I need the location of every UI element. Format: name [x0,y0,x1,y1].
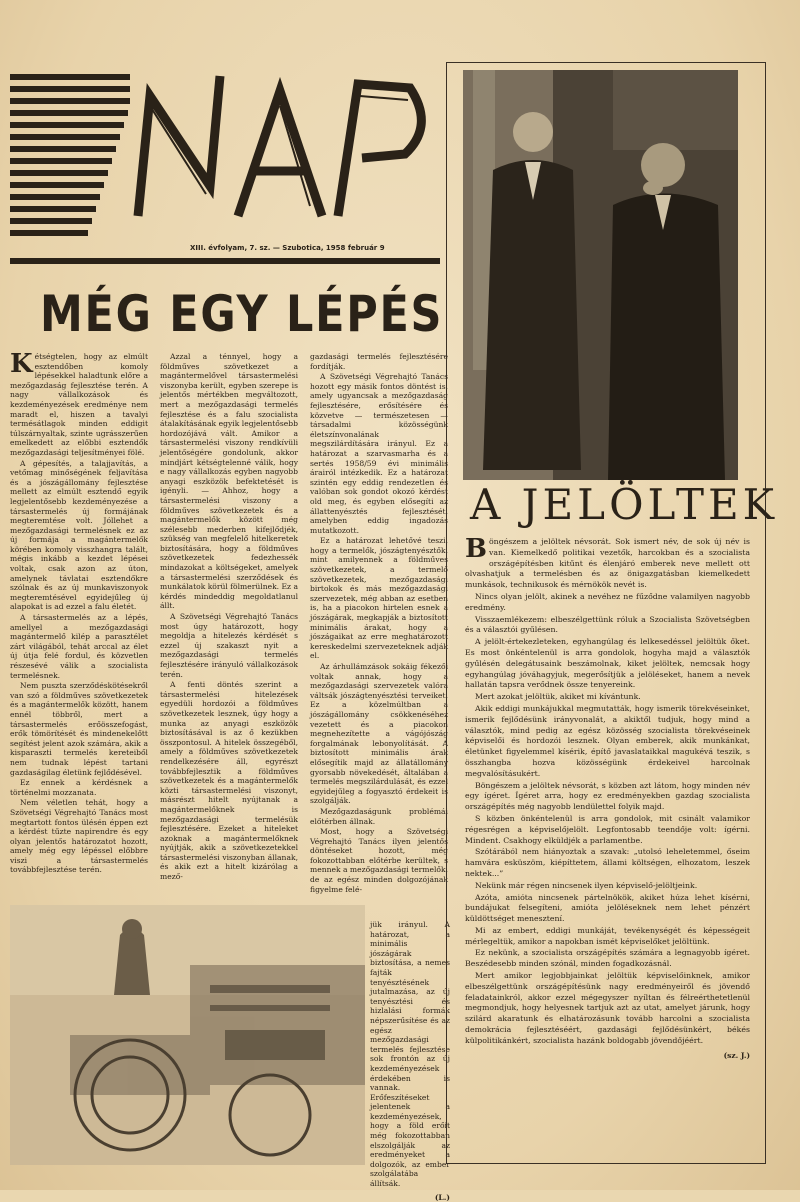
politicians-illustration [463,70,738,480]
article-column-1 [10,349,148,902]
sidebar-paragraph: Böngészem a jelöltek névsorát. Sok ismert név, de sok új név is van. Kiemelkedő politikai vezetők, harcokban és a szocialista országépítésben kitűnt és élenjáró emberek neve mellett ott olvashatjuk a termelésben és az önigazgatásban kiemelkedett munkások, technikusok és mérnökök nevét is. [465,534,750,590]
article-column-3-continued [370,920,450,1202]
article-column-2 [160,352,298,912]
article-paragraph: Kétségtelen, hogy az elmúlt esztendőben komoly lépésekkel haladtunk előre a mezőgazdaság fejlesztése terén. A nagy vállalkozások és kezdeményezések eredménye nem maradt el, hiszen a tavalyi termésátlagok minden eddigit túlszárnyaltak, szinte ugrásszerűen emelkedett az előbbi esztendők mezőgazdasági teljesítményei fölé. [10,349,148,457]
sidebar-paragraph: Akik eddigi munkájukkal megmutatták, hogy ismerik törekvéseinket, ismerik fejlődésünk irányvonalát, a akiktől tudjuk, hogy mind a választók, mind pedig az egész közösség szocialista törekvéseinek képviselői és hordozói lesznek. Olyan emberek, akik munkánkat, életünket figyelemmel kísérik, építő javaslataikkal magukévá teszik, s összhangba hozva közösségünk érdekeivel harcolnak megvalósításukért. [465,703,750,778]
masthead [10,66,440,271]
sidebar-paragraph: Visszaemlékezem: elbeszélgettünk róluk a Szocialista Szövetségben és a választói gyűlésen. [465,614,750,635]
article-paragraph: A társastermelés az a lépés, amellyel a mezőgazdasági magántermelő kilép a parasztélet zárt világából, tehát arccal az élet új útja felé fordul, és közvetlen részesévé válik a szocialista termelésnek. [10,613,148,680]
dropcap: B [465,534,487,564]
main-headline: MÉG EGY LÉPÉS [40,285,444,343]
tractor-photo [10,905,365,1165]
sidebar-text [465,534,750,1127]
article-column-3 [310,352,448,922]
sidebar-title: A JELÖLTEK [470,480,779,529]
sidebar-paragraph: Ez nekünk, a szocialista országépítés számára a legnagyobb ígéret. Beszédesebb minden szónál, minden fogadkozásnál. [465,948,750,969]
sidebar-paragraph: Mi az embert, eddigi munkáját, tevékenységét és képességeit mérlegeltük, amikor a napokban ismét képviselőket jelöltünk. [465,925,750,946]
sidebar-paragraph: Nekünk már régen nincsenek ilyen képviselő-jelöltjeink. [475,880,698,890]
masthead-rule [10,258,440,264]
masthead-info: XIII. évfolyam, 7. sz. — Szubotica, 1958 február 9 [190,244,385,252]
article-paragraph: Mezőgazdaságunk problémái előtérben állnak. [310,806,448,826]
tractor-illustration [10,905,365,1165]
politicians-photo [463,70,738,480]
article-paragraph: Azzal a ténnyel, hogy a földműves szövetkezet a magántermelővel társastermelési viszonyba került, egyben szerepe is jelentős mértékben megváltozott, mert a mezőgazdasági termelés fejlesztése és a falu szocialista átalakításának egyik legjelentősebb hordozójává vált. Amikor a társastermelési viszony rendkívüli jelentőségére gondolunk, akkor mindjárt kétségtelenné válik, hogy e nagy vállalkozás egyben nagyobb anyagi eszközök befektetését is igényli. — Ahhoz, hogy a társastermelési viszony a földműves szövetkezetek és a magántermelők között még szélesebb mederben kifejlődjék, szükség van megfelelő hitelkeretek biztosítására, hogy a földműves szövetkezetek fedezhessék mindazokat a költségeket, amelyek a társastermelési szerződések és munkálatok körül fölmerülnek. Ez a kérdés mindeddig megoldatlanul állt. [160,352,298,611]
sidebar-paragraph: S közben önkéntelenül is arra gondolok, mit csinált valamikor régesrégen a képviselőjelölt. Legfontosabb teendője volt: ígérni. Mindent. Csakhogy elküldjék a parlamentbe. [465,813,750,845]
article-paragraph: Ez ennek a kérdésnek a történelmi mozzanata. [10,778,148,797]
article-paragraph: Az árhullámzások sokáig fékezői voltak annak, hogy a mezőgazdasági szervezetek valóra váltsák jószágtenyésztési terveiket. Ez a közelmúltban a jószágállomány csökkenéséhez vezetett és a piacokon megnehezítette a vágójószág forgalmának lebonyolítását. A biztosított minimális árak elősegítik majd az állatállomány gyorsabb növekedését, általában a termelés megszilárdulását, és ezzel egyidejűleg a fogyasztó érdekeit is szolgálják. [310,662,448,806]
dropcap: K [10,349,33,379]
article-paragraph: gazdasági termelés fejlesztésére fordítják. [310,352,448,371]
sidebar-signature: (sz. J.) [723,1050,750,1060]
article-paragraph: Nem puszta szerződéskötésekről van szó a földműves szövetkezetek és a magántermelők között, hanem ennél többről, mert a társastermelés erőösszefogást, erők tömörítését és mindenekelőtt segítést jelent azok számára, akik a kisparaszti termelés kereteiből nem tudnak lépést tartani gazdaságilag életünk fejlődésével. [10,681,148,777]
article-paragraph: Most, hogy a Szövetségi Végrehajtó Tanács ilyen jelentős döntéseket hozott, még fokozottabban előtérbe kerültek, s mennek a mezőgazdasági termelők, de az egész minden dolgozójának figyelme felé- [310,827,448,894]
sidebar-paragraph: Mert amikor legjobbjainkat jelöltük képviselőinknek, amikor elbeszélgettünk országépítésünk nagy eredményeiről és jövendő feladatainkról, akkor ezzel mégegyszer nyíltan és félreérthetetlenül megmondjuk, hogy helyesnek tartjuk azt az utat, amelyet járunk, hogy szilárd akaratunk és elhatározásunk tovább harcolni a szocialista demokrácia fejlesztéséért, gazdasági fejlődésünkért, békés külpolitikánkért, szocialista hazánk boldogabb jövendőjéért. [465,971,750,1045]
article-paragraph: jük irányul. A határozat, a minimális jószágárak biztosítása, a nemes fajták tenyésztésének jutalmazása, az új tenyésztési és hizlalási formák népszerűsítése és az egész mezőgazdasági termelés fejlesztése sok frontón az új kezdeményezések érdekében is vannak. Erőfeszítéseket jelentenek a kezdeményezések, hogy a föld erőit még fokozottabban elszolgálják az eredményeket a dolgozók, az ember szolgálatába állítsák. [370,920,450,1189]
sidebar-paragraph: Mert azokat jelöltük, akiket mi kívántunk. [475,692,641,702]
logo-seven [10,74,130,236]
sidebar-paragraph: A jelölt-értekezleteken, egyhangúlag és lelkesedéssel jelöltük őket. Es most önkéntelenül is arra gondolok, hogyha majd a választók gyűlésén delegátusaink beszámolnak, kiket jelöltek, nemcsak hogy egyhangúlag jóváhagyjuk, megerősítjük a jelöléseket, hanem a nevek hallatán tapsra verődnek össze tenyereink. [465,637,750,690]
article-paragraph: Nem véletlen tehát, hogy a Szövetségi Végrehajtó Tanács most megtartott fontos ülésén éppen ezt a kérdést tűzte napirendre és egy olyan jelentős határozatot hozott, amely még egy lépéssel előbbre viszi a társastermelés továbbfejlesztése terén. [10,798,148,875]
article-signature: (L.) [434,1192,450,1202]
sidebar-paragraph: Böngészem a jelöltek névsorát, s közben azt látom, hogy minden név egy ígéret. Ígéret arra, hogy ez eredményekben gazdag szocialista országépítés még nagyobb lendülettel folyik majd. [465,780,750,812]
article-paragraph: A gépesítés, a talajjavítás, a vetőmag minőségének feljavítása és a jószágállomány fejlesztése mellett az elmúlt esztendő egyik legjelentősebb kezdeményezése a társastermelés új formájának megteremtése volt. Jóllehet a mezőgazdasági termelésnek ez az új formája a magántermelők körében komoly visszhangra talált, mégis inkább a kezdet lépései voltak, csak azon az úton, amelynek távlatai esztendőkre szólnak és az új munkaviszonyok megteremtésével egyidejűleg új alapokat is ad ezzel a falu életét. [10,458,148,612]
masthead-logo [10,66,440,236]
sidebar-paragraph: Szótárából nem hiányoztak a szavak: „utolsó leheletemmel, őseim hamvára esküszöm, kiépíttetem, állami költségen, elhozatom, leszek nektek...” [465,847,750,878]
sidebar-paragraph: Nincs olyan jelölt, akinek a nevéhez ne fűződne valamilyen nagyobb eredmény. [465,591,750,612]
sidebar-paragraph: Azóta, amióta nincsenek pártelnökök, akiket húza lehet kísérni, bundájukat felsegíteni, amióta jelöléseknek nem lehet pénzért küldöttséget menesztení. [465,892,750,924]
article-paragraph: A Szövetségi Végrehajtó Tanács hozott egy másik fontos döntést is, amely ugyancsak a mezőgazdaság fejlesztésére, erősítésére és közvetve — természetesen — társadalmi közösségünk életszínvonalának megszilárdítására irányul. Ez a határozat a szarvasmarha és a sertés 1958/59 évi minimális árairól intézkedik. Ez a határozat szintén egy eddig rendezetlen és valóban sok gondot okozó kérdést old meg, és egyben elősegíti az állattenyésztés fejlesztését, amelyben eddig ingadozás mutatkozott. [310,372,448,535]
article-paragraph: Ez a határozat lehetővé teszi, hogy a termelők, jószágtenyésztők, mint amilyennek a földműves szövetkezetek, a termelő szövetkezetek, mezőgazdasági birtokok és más mezőgazdasági szervezetek, még abban az esetben is, ha a piacokon hirtelen esnek a jószágárak, megkapják a biztosított minimális árakat, hogy a jószágaikat az erre meghatározott kereskedelmi szervezeteknek adják el. [310,536,448,661]
article-paragraph: A Szövetségi Végrehajtó Tanács most úgy határozott, hogy megoldja a hitelezés kérdését s ezzel új szakaszt nyit a mezőgazdasági termelés fejlesztésére irányuló vállalkozások terén. [160,612,298,679]
article-paragraph: A fenti döntés szerint a társastermelési hitelezések egyedüli hordozói a földműves szövetkezetek lesznek, úgy hogy a munka az anyagi eszközök biztosításával is az ő kezükben összpontosul. A hitelek összegéből, amely a földműves szövetkezetek rendelkezésére áll, egyrészt továbbfejlesztik a földműves szövetkezetek és a magántermelők közti társastermelési viszonyt, másrészt hitelt nyújtanak a magántermelőknek is mezőgazdasági termelésük fejlesztésére. Ezeket a hiteleket azoknak a magántermelőknek nyújtják, akik a szövetkezetekkel társastermelési viszonyban állanak, és akik ezt a hitelt kizárólag a mező- [160,680,298,882]
